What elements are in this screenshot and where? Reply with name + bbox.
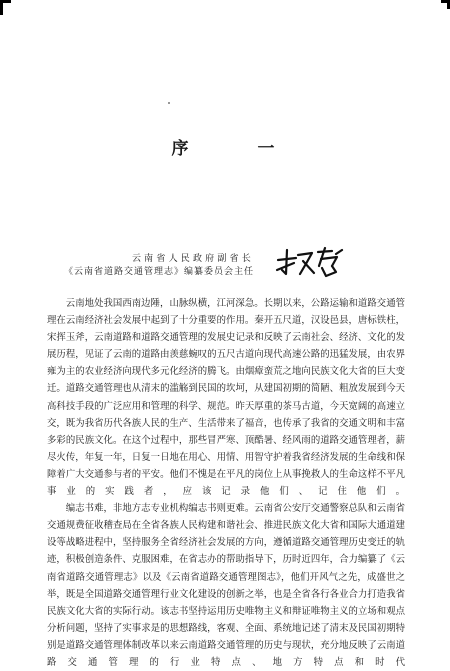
handwritten-signature bbox=[274, 246, 346, 280]
signer-title: 云南省人民政府副省长 bbox=[131, 254, 254, 264]
crop-mark-left bbox=[0, 0, 3, 15]
body-text bbox=[47, 295, 405, 671]
page-title: 序 一 bbox=[171, 139, 301, 159]
signer-committee: 《云南省道路交通管理志》编纂委员会主任 bbox=[63, 267, 254, 277]
paragraph-2: 编志书难，非地方志专业机构编志书则更难。云南省公安厅交通警察总队和云南省交通规费征收稽查局在全省各族人民构建和谐社会、推进民族文化大省和国际大通道建设等战略进程中，坚持服务全省经济社会发展的方向，遵循道路交通管理历史变迁的轨迹，积极创造条件、克服困难，在省志办的帮助指导下，历时近四年，合力编纂了《云南省道路交通管理志》以及《云南省道路交通管理图志》，他们开风气之先，成盛世之举，既是全国道路交通管理行业文化建设的创新之举，也是全省各行各业合力打造我省民族文化大省的实际行动。该志书坚持运用历史唯物主义和辩证唯物主义的立场和观点分析问题，坚持了实事求是的思想路线，客观、全面、系统地记述了清末及民国初期特别是道路交通管理体制改革以来云南道路交通管理的历史与现状，充分地反映了云南道路交通管理的行业特点、地方特点和时代 bbox=[47, 503, 405, 668]
speck bbox=[168, 102, 170, 104]
paragraph-1: 云南地处我国西南边陲，山脉纵横，江河深急。长期以来，公路运输和道路交通管理在云南经济社会发展中起到了十分重要的作用。秦开五尺道，汉设邑县，唐标铁柱，宋挥玉斧，云南道路和道路交通管理的发展史记录和反映了云南社会、经济、文化的发展历程，见证了云南的道路由羡慈蜿叹的五尺古道向现代高速公路的迅猛发展，由农界雍为主的农业经济向现代多元化经济的腾飞。由烟瘴蛮荒之地向民族文化大省的巨大变迁。道路交通管理也从清末的滥觞到民国的坎坷，从建国初期的简陋、粗放发展到今天高科技手段的广泛应用和管理的科学、规范。昨天厚重的茶马古道，今天宽阔的高速立交，既为我省历代各族人民的生产、生活带来了福音，也传承了我省的交通文明和丰富多彩的民族文化。在这个过程中，那些冒严寒、顶酷暑、经风雨的道路交通管理者，薪尽火传，年复一年，日复一日地在用心、用情、用智守护着我省经济发展的生命线和保障着广大交通参与者的平安。他们不愧是在平凡的岗位上从事挽救人的生命这样不平凡事业的实践者，应该记录他们、记住他们。 bbox=[47, 298, 405, 498]
